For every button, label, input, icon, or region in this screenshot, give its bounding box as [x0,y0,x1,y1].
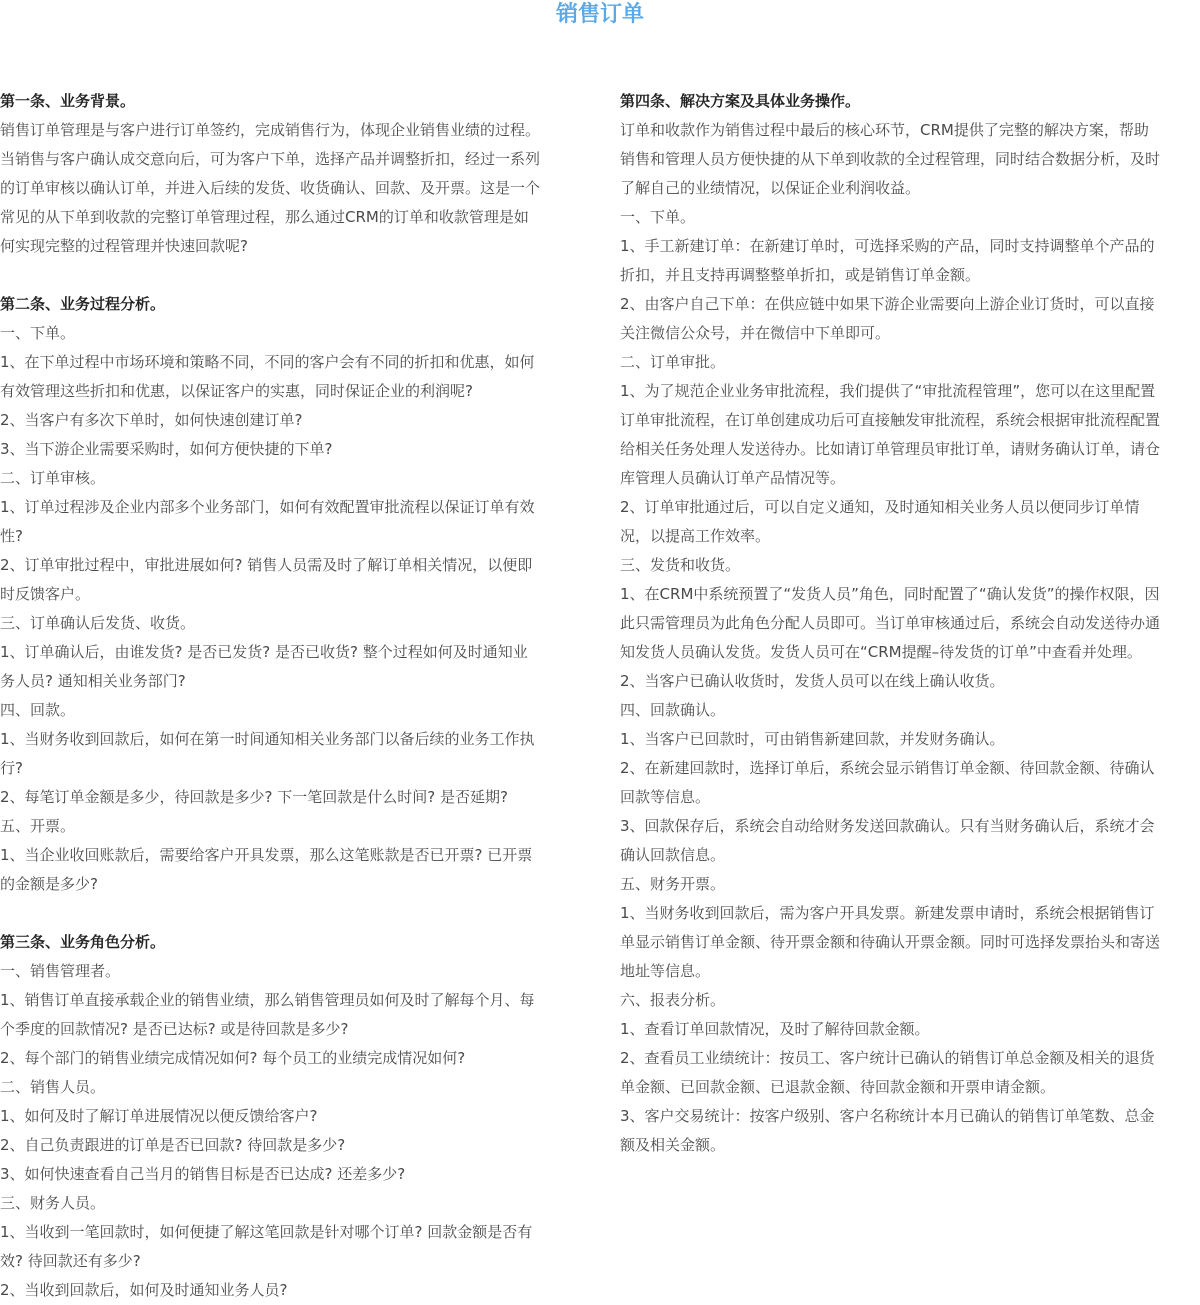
paragraph-line: 2、订单审批过程中，审批进展如何? 销售人员需及时了解订单相关情况，以便即 [0,556,533,574]
page-title: 销售订单 [555,2,644,27]
paragraph-line: 况，以提高工作效率。 [620,527,771,545]
paragraph-line: 1、手工新建订单：在新建订单时，可选择采购的产品，同时支持调整单个产品的 [620,237,1155,255]
paragraph-line: 库管理人员确认订单产品情况等。 [620,469,846,487]
paragraph-line: 订单审批流程，在订单创建成功后可直接触发审批流程，系统会根据审批流程配置 [620,411,1161,429]
blank-line [0,261,578,290]
paragraph-line: 1、在CRM中系统预置了“发货人员”角色，同时配置了“确认发货”的操作权限，因 [620,585,1160,603]
paragraph-line: 回款等信息。 [620,788,711,806]
paragraph-line: 二、销售人员。 [0,1078,106,1096]
paragraph-line: 2、由客户自己下单：在供应链中如果下游企业需要向上游企业订货时，可以直接 [620,295,1155,313]
section-heading: 第二条、业务过程分析。 [0,295,166,313]
right-column [620,87,1198,1160]
left-column [0,87,578,1305]
paragraph-line: 三、订单确认后发货、收货。 [0,614,196,632]
section-heading: 第一条、业务背景。 [0,92,136,110]
paragraph-line: 的订单审核以确认订单，并进入后续的发货、收货确认、回款、及开票。这是一个 [0,179,541,197]
paragraph-line: 1、当收到一笔回款时，如何便捷了解这笔回款是针对哪个订单? 回款金额是否有 [0,1223,533,1241]
paragraph-line: 个季度的回款情况? 是否已达标? 或是待回款是多少? [0,1020,349,1038]
paragraph-line: 1、当财务收到回款后，需为客户开具发票。新建发票申请时，系统会根据销售订 [620,904,1155,922]
paragraph-line: 销售和管理人员方便快捷的从下单到收款的全过程管理，同时结合数据分析，及时 [620,150,1161,168]
paragraph-line: 三、财务人员。 [0,1194,106,1212]
paragraph-line: 2、自己负责跟进的订单是否已回款? 待回款是多少? [0,1136,346,1154]
paragraph-line: 单金额、已回款金额、已退款金额、待回款金额和开票申请金额。 [620,1078,1056,1096]
paragraph-line: 1、当企业收回账款后，需要给客户开具发票，那么这笔账款是否已开票? 已开票 [0,846,533,864]
paragraph-line: 性? [0,527,23,545]
paragraph-line: 四、回款。 [0,701,76,719]
paragraph-line: 2、每笔订单金额是多少，待回款是多少? 下一笔回款是什么时间? 是否延期? [0,788,508,806]
paragraph-line: 六、报表分析。 [620,991,726,1009]
paragraph-line: 一、下单。 [620,208,696,226]
paragraph-line: 的金额是多少? [0,875,98,893]
paragraph-line: 五、财务开票。 [620,875,726,893]
paragraph-line: 2、查看员工业绩统计：按员工、客户统计已确认的销售订单总金额及相关的退货 [620,1049,1155,1067]
paragraph-line: 销售订单管理是与客户进行订单签约，完成销售行为，体现企业销售业绩的过程。 [0,121,541,139]
paragraph-line: 何实现完整的过程管理并快速回款呢? [0,237,248,255]
paragraph-line: 1、如何及时了解订单进展情况以便反馈给客户? [0,1107,318,1125]
paragraph-line: 行? [0,759,23,777]
paragraph-line: 三、发货和收货。 [620,556,741,574]
paragraph-line: 2、在新建回款时，选择订单后，系统会显示销售订单金额、待回款金额、待确认 [620,759,1155,777]
paragraph-line: 关注微信公众号，并在微信中下单即可。 [620,324,891,342]
paragraph-line: 1、当客户已回款时，可由销售新建回款，并发财务确认。 [620,730,1005,748]
paragraph-line: 1、销售订单直接承载企业的销售业绩，那么销售管理员如何及时了解每个月、每 [0,991,535,1009]
paragraph-line: 知发货人员确认发货。发货人员可在“CRM提醒–待发货的订单”中查看并处理。 [620,643,1142,661]
paragraph-line: 2、订单审批通过后，可以自定义通知，及时通知相关业务人员以便同步订单情 [620,498,1140,516]
paragraph-line: 二、订单审批。 [620,353,726,371]
paragraph-line: 3、回款保存后，系统会自动给财务发送回款确认。只有当财务确认后，系统才会 [620,817,1155,835]
paragraph-line: 有效管理这些折扣和优惠，以保证客户的实惠，同时保证企业的利润呢? [0,382,473,400]
paragraph-line: 2、当客户已确认收货时，发货人员可以在线上确认收货。 [620,672,1005,690]
section-heading: 第四条、解决方案及具体业务操作。 [620,92,861,110]
paragraph-line: 效? 待回款还有多少? [0,1252,141,1270]
paragraph-line: 2、当客户有多次下单时，如何快速创建订单? [0,411,303,429]
paragraph-line: 四、回款确认。 [620,701,726,719]
paragraph-line: 时反馈客户。 [0,585,91,603]
paragraph-line: 常见的从下单到收款的完整订单管理过程，那么通过CRM的订单和收款管理是如 [0,208,529,226]
paragraph-line: 1、当财务收到回款后，如何在第一时间通知相关业务部门以备后续的业务工作执 [0,730,535,748]
paragraph-line: 确认回款信息。 [620,846,726,864]
paragraph-line: 单显示销售订单金额、待开票金额和待确认开票金额。同时可选择发票抬头和寄送 [620,933,1161,951]
section-heading: 第三条、业务角色分析。 [0,933,166,951]
paragraph-line: 2、当收到回款后，如何及时通知业务人员? [0,1281,288,1299]
paragraph-line: 1、查看订单回款情况，及时了解待回款金额。 [620,1020,930,1038]
paragraph-line: 折扣，并且支持再调整整单折扣，或是销售订单金额。 [620,266,981,284]
paragraph-line: 五、开票。 [0,817,76,835]
paragraph-line: 1、订单确认后，由谁发货? 是否已发货? 是否已收货? 整个过程如何及时通知业 [0,643,528,661]
paragraph-line: 了解自己的业绩情况，以保证企业利润收益。 [620,179,921,197]
paragraph-line: 此只需管理员为此角色分配人员即可。当订单审核通过后，系统会自动发送待办通 [620,614,1161,632]
paragraph-line: 一、销售管理者。 [0,962,121,980]
paragraph-line: 给相关任务处理人发送待办。比如请订单管理员审批订单，请财务确认订单，请仓 [620,440,1161,458]
paragraph-line: 1、为了规范企业业务审批流程，我们提供了“审批流程管理”，您可以在这里配置 [620,382,1156,400]
paragraph-line: 3、客户交易统计：按客户级别、客户名称统计本月已确认的销售订单笔数、总金 [620,1107,1155,1125]
paragraph-line: 务人员? 通知相关业务部门? [0,672,186,690]
paragraph-line: 1、在下单过程中市场环境和策略不同，不同的客户会有不同的折扣和优惠，如何 [0,353,535,371]
paragraph-line: 二、订单审核。 [0,469,106,487]
paragraph-line: 地址等信息。 [620,962,711,980]
paragraph-line: 当销售与客户确认成交意向后，可为客户下单，选择产品并调整折扣，经过一系列 [0,150,541,168]
paragraph-line: 1、订单过程涉及企业内部多个业务部门，如何有效配置审批流程以保证订单有效 [0,498,535,516]
paragraph-line: 额及相关金额。 [620,1136,726,1154]
paragraph-line: 一、下单。 [0,324,76,342]
paragraph-line: 订单和收款作为销售过程中最后的核心环节，CRM提供了完整的解决方案，帮助 [620,121,1149,139]
paragraph-line: 2、每个部门的销售业绩完成情况如何? 每个员工的业绩完成情况如何? [0,1049,466,1067]
blank-line [0,899,578,928]
paragraph-line: 3、如何快速查看自己当月的销售目标是否已达成? 还差多少? [0,1165,406,1183]
paragraph-line: 3、当下游企业需要采购时，如何方便快捷的下单? [0,440,333,458]
